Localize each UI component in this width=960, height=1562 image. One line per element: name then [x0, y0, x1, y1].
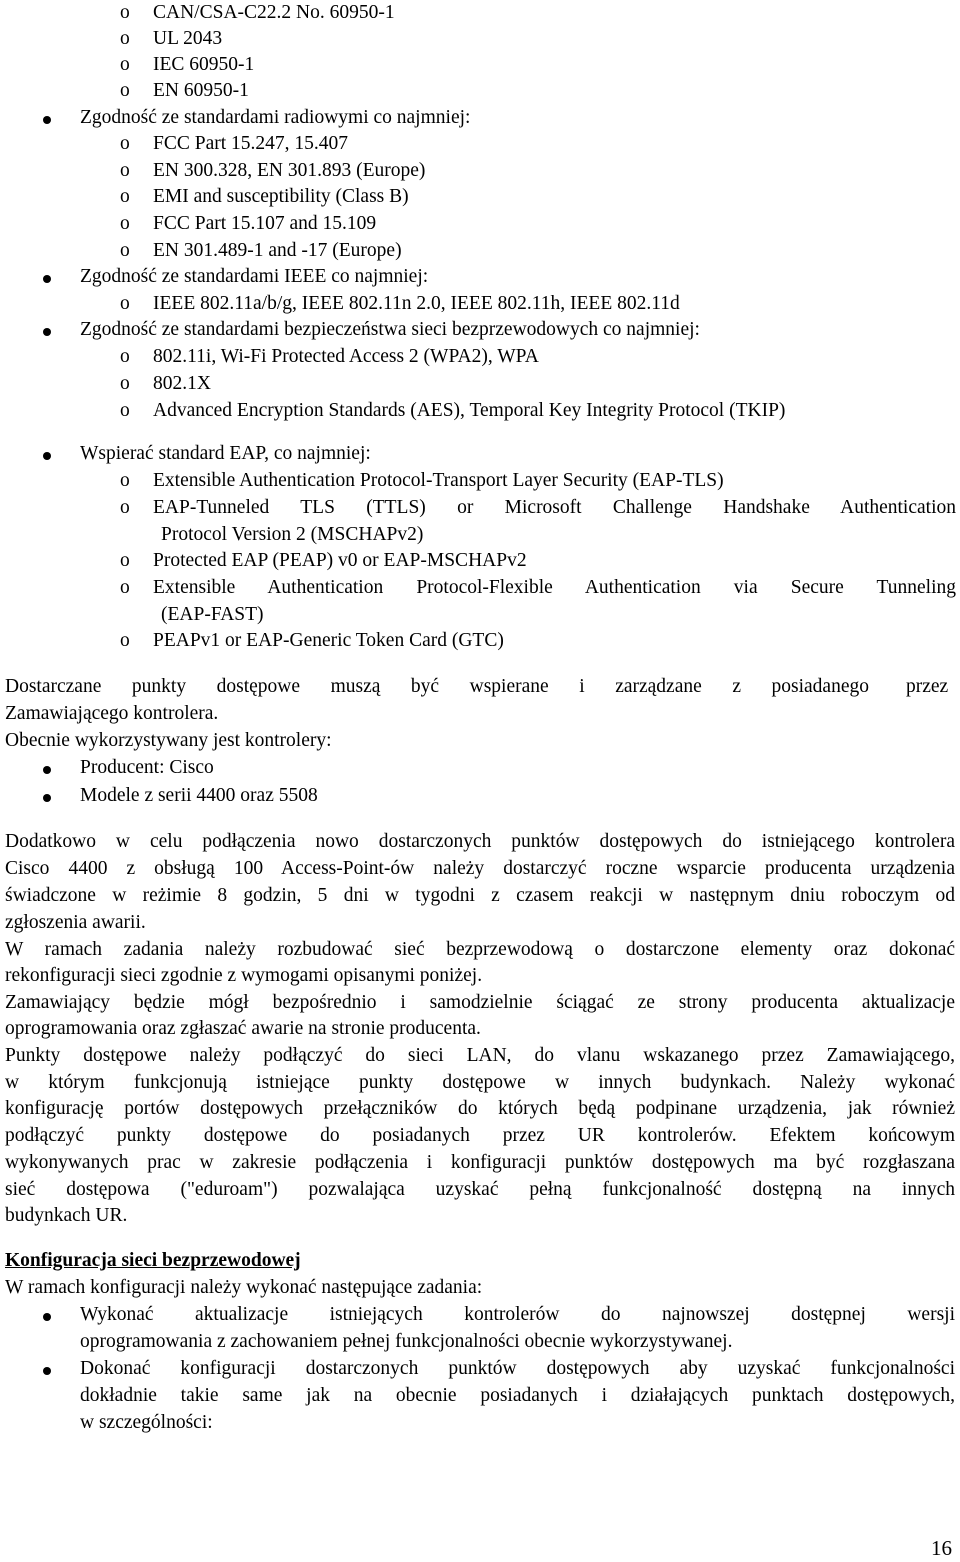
sub-bullet: o: [120, 470, 130, 491]
paragraph-line: Punkty dostępowe należy podłączyć do sieci LAN, do vlanu wskazanego przez Zamawiającego,: [5, 1045, 955, 1066]
bullet-icon: [43, 452, 51, 460]
sub-bullet: o: [120, 2, 130, 23]
sub-bullet: o: [120, 133, 130, 154]
sub-bullet: o: [120, 28, 130, 49]
list-item: EN 60950-1: [153, 80, 249, 101]
paragraph-line: podłączyć punkty dostępowe do posiadanych przez UR kontrolerów. Efektem końcowym: [5, 1125, 955, 1146]
paragraph-line: konfigurację portów dostępowych przełączników do których będą podpinane urządzenia, jak również: [5, 1098, 955, 1119]
sub-bullet: o: [120, 346, 130, 367]
list-item: Zgodność ze standardami bezpieczeństwa sieci bezprzewodowych co najmniej:: [80, 319, 700, 340]
paragraph-line: Zamawiający będzie mógł bezpośrednio i samodzielnie ściągać ze strony producenta aktualizacje: [5, 992, 955, 1013]
list-item: Zgodność ze standardami radiowymi co najmniej:: [80, 107, 471, 128]
bullet-icon: [43, 1313, 51, 1321]
paragraph-line: sieć dostępowa ("eduroam") pozwalająca uzyskać pełną funkcjonalność dostępną na innych: [5, 1179, 955, 1200]
list-item: CAN/CSA-C22.2 No. 60950-1: [153, 2, 395, 23]
paragraph-line: Dodatkowo w celu podłączenia nowo dostarczonych punktów dostępowych do istniejącego kontrolera: [5, 831, 955, 852]
bullet-icon: [43, 794, 51, 802]
paragraph-line: przez: [906, 676, 949, 697]
list-item: EMI and susceptibility (Class B): [153, 186, 409, 207]
list-item: Protected EAP (PEAP) v0 or EAP-MSCHAPv2: [153, 550, 527, 571]
list-item: Protocol Version 2 (MSCHAPv2): [161, 524, 424, 545]
list-item: Wspierać standard EAP, co najmniej:: [80, 443, 371, 464]
paragraph-line: W ramach zadania należy rozbudować sieć bezprzewodową o dostarczone elementy oraz dokonać: [5, 939, 955, 960]
sub-bullet: o: [120, 400, 130, 421]
list-item: oprogramowania z zachowaniem pełnej funkcjonalności obecnie wykorzystywanej.: [80, 1331, 733, 1352]
list-item: IEC 60950-1: [153, 54, 255, 75]
list-item: Zgodność ze standardami IEEE co najmniej:: [80, 266, 429, 287]
sub-bullet: o: [120, 550, 130, 571]
list-item: Wykonać aktualizacje istniejących kontrolerów do najnowszej dostępnej wersji: [80, 1304, 955, 1325]
sub-bullet: o: [120, 293, 130, 314]
list-item: dokładnie takie same jak na obecnie posiadanych i działających punktach dostępowych,: [80, 1385, 955, 1406]
list-item: Producent: Cisco: [80, 757, 214, 778]
paragraph-line: Obecnie wykorzystywany jest kontrolery:: [5, 730, 332, 751]
paragraph-line: rekonfiguracji sieci zgodnie z wymogami opisanymi poniżej.: [5, 965, 483, 986]
list-item: FCC Part 15.247, 15.407: [153, 133, 349, 154]
sub-bullet: o: [120, 577, 130, 598]
list-item: Dokonać konfiguracji dostarczonych punktów dostępowych aby uzyskać funkcjonalności: [80, 1358, 955, 1379]
list-item: EN 300.328, EN 301.893 (Europe): [153, 160, 426, 181]
paragraph-line: świadczone w reżimie 8 godzin, 5 dni w tygodni z czasem reakcji w następnym dniu roboczym od: [5, 885, 955, 906]
list-item: PEAPv1 or EAP-Generic Token Card (GTC): [153, 630, 504, 651]
list-item: Advanced Encryption Standards (AES), Temporal Key Integrity Protocol (TKIP): [153, 400, 786, 421]
sub-bullet: o: [120, 213, 130, 234]
paragraph-line: Cisco 4400 z obsługą 100 Access-Point-ów należy dostarczyć roczne wsparcie producenta urządzenia: [5, 858, 955, 879]
sub-bullet: o: [120, 80, 130, 101]
bullet-icon: [43, 766, 51, 774]
bullet-icon: [43, 116, 51, 124]
paragraph-line: oprogramowania oraz zgłaszać awarie na stronie producenta.: [5, 1018, 481, 1039]
sub-bullet: o: [120, 373, 130, 394]
paragraph-line: w którym funkcjonują istniejące punkty dostępowe w innych budynkach. Należy wykonać: [5, 1072, 955, 1093]
paragraph-line: budynkach UR.: [5, 1205, 128, 1226]
list-item: EN 301.489-1 and -17 (Europe): [153, 240, 402, 261]
list-item: IEEE 802.11a/b/g, IEEE 802.11n 2.0, IEEE 802.11h, IEEE 802.11d: [153, 293, 680, 314]
sub-bullet: o: [120, 160, 130, 181]
list-item: w szczególności:: [80, 1412, 213, 1433]
section-heading: Konfiguracja sieci bezprzewodowej: [5, 1250, 301, 1271]
list-item: UL 2043: [153, 28, 223, 49]
list-item: Extensible Authentication Protocol-Transport Layer Security (EAP-TLS): [153, 470, 724, 491]
list-item: EAP-Tunneled TLS (TTLS) or Microsoft Challenge Handshake Authentication: [153, 497, 956, 518]
list-item: 802.11i, Wi-Fi Protected Access 2 (WPA2), WPA: [153, 346, 539, 367]
list-item: (EAP-FAST): [161, 604, 264, 625]
bullet-icon: [43, 275, 51, 283]
sub-bullet: o: [120, 186, 130, 207]
list-item: Modele z serii 4400 oraz 5508: [80, 785, 318, 806]
page-number: 16: [931, 1536, 952, 1560]
bullet-icon: [43, 328, 51, 336]
bullet-icon: [43, 1367, 51, 1375]
sub-bullet: o: [120, 630, 130, 651]
list-item: 802.1X: [153, 373, 211, 394]
paragraph-line: Dostarczane punkty dostępowe muszą być wspierane i zarządzane z posiadanego: [5, 676, 869, 697]
sub-bullet: o: [120, 240, 130, 261]
list-item: Extensible Authentication Protocol-Flexible Authentication via Secure Tunneling: [153, 577, 956, 598]
sub-bullet: o: [120, 54, 130, 75]
list-item: FCC Part 15.107 and 15.109: [153, 213, 377, 234]
sub-bullet: o: [120, 497, 130, 518]
paragraph-line: zgłoszenia awarii.: [5, 912, 146, 933]
paragraph-line: W ramach konfiguracji należy wykonać następujące zadania:: [5, 1277, 483, 1298]
paragraph-line: wykonywanych prac w zakresie podłączenia i konfiguracji punktów dostępowych ma być rozgłaszana: [5, 1152, 955, 1173]
paragraph-line: Zamawiającego kontrolera.: [5, 703, 219, 724]
